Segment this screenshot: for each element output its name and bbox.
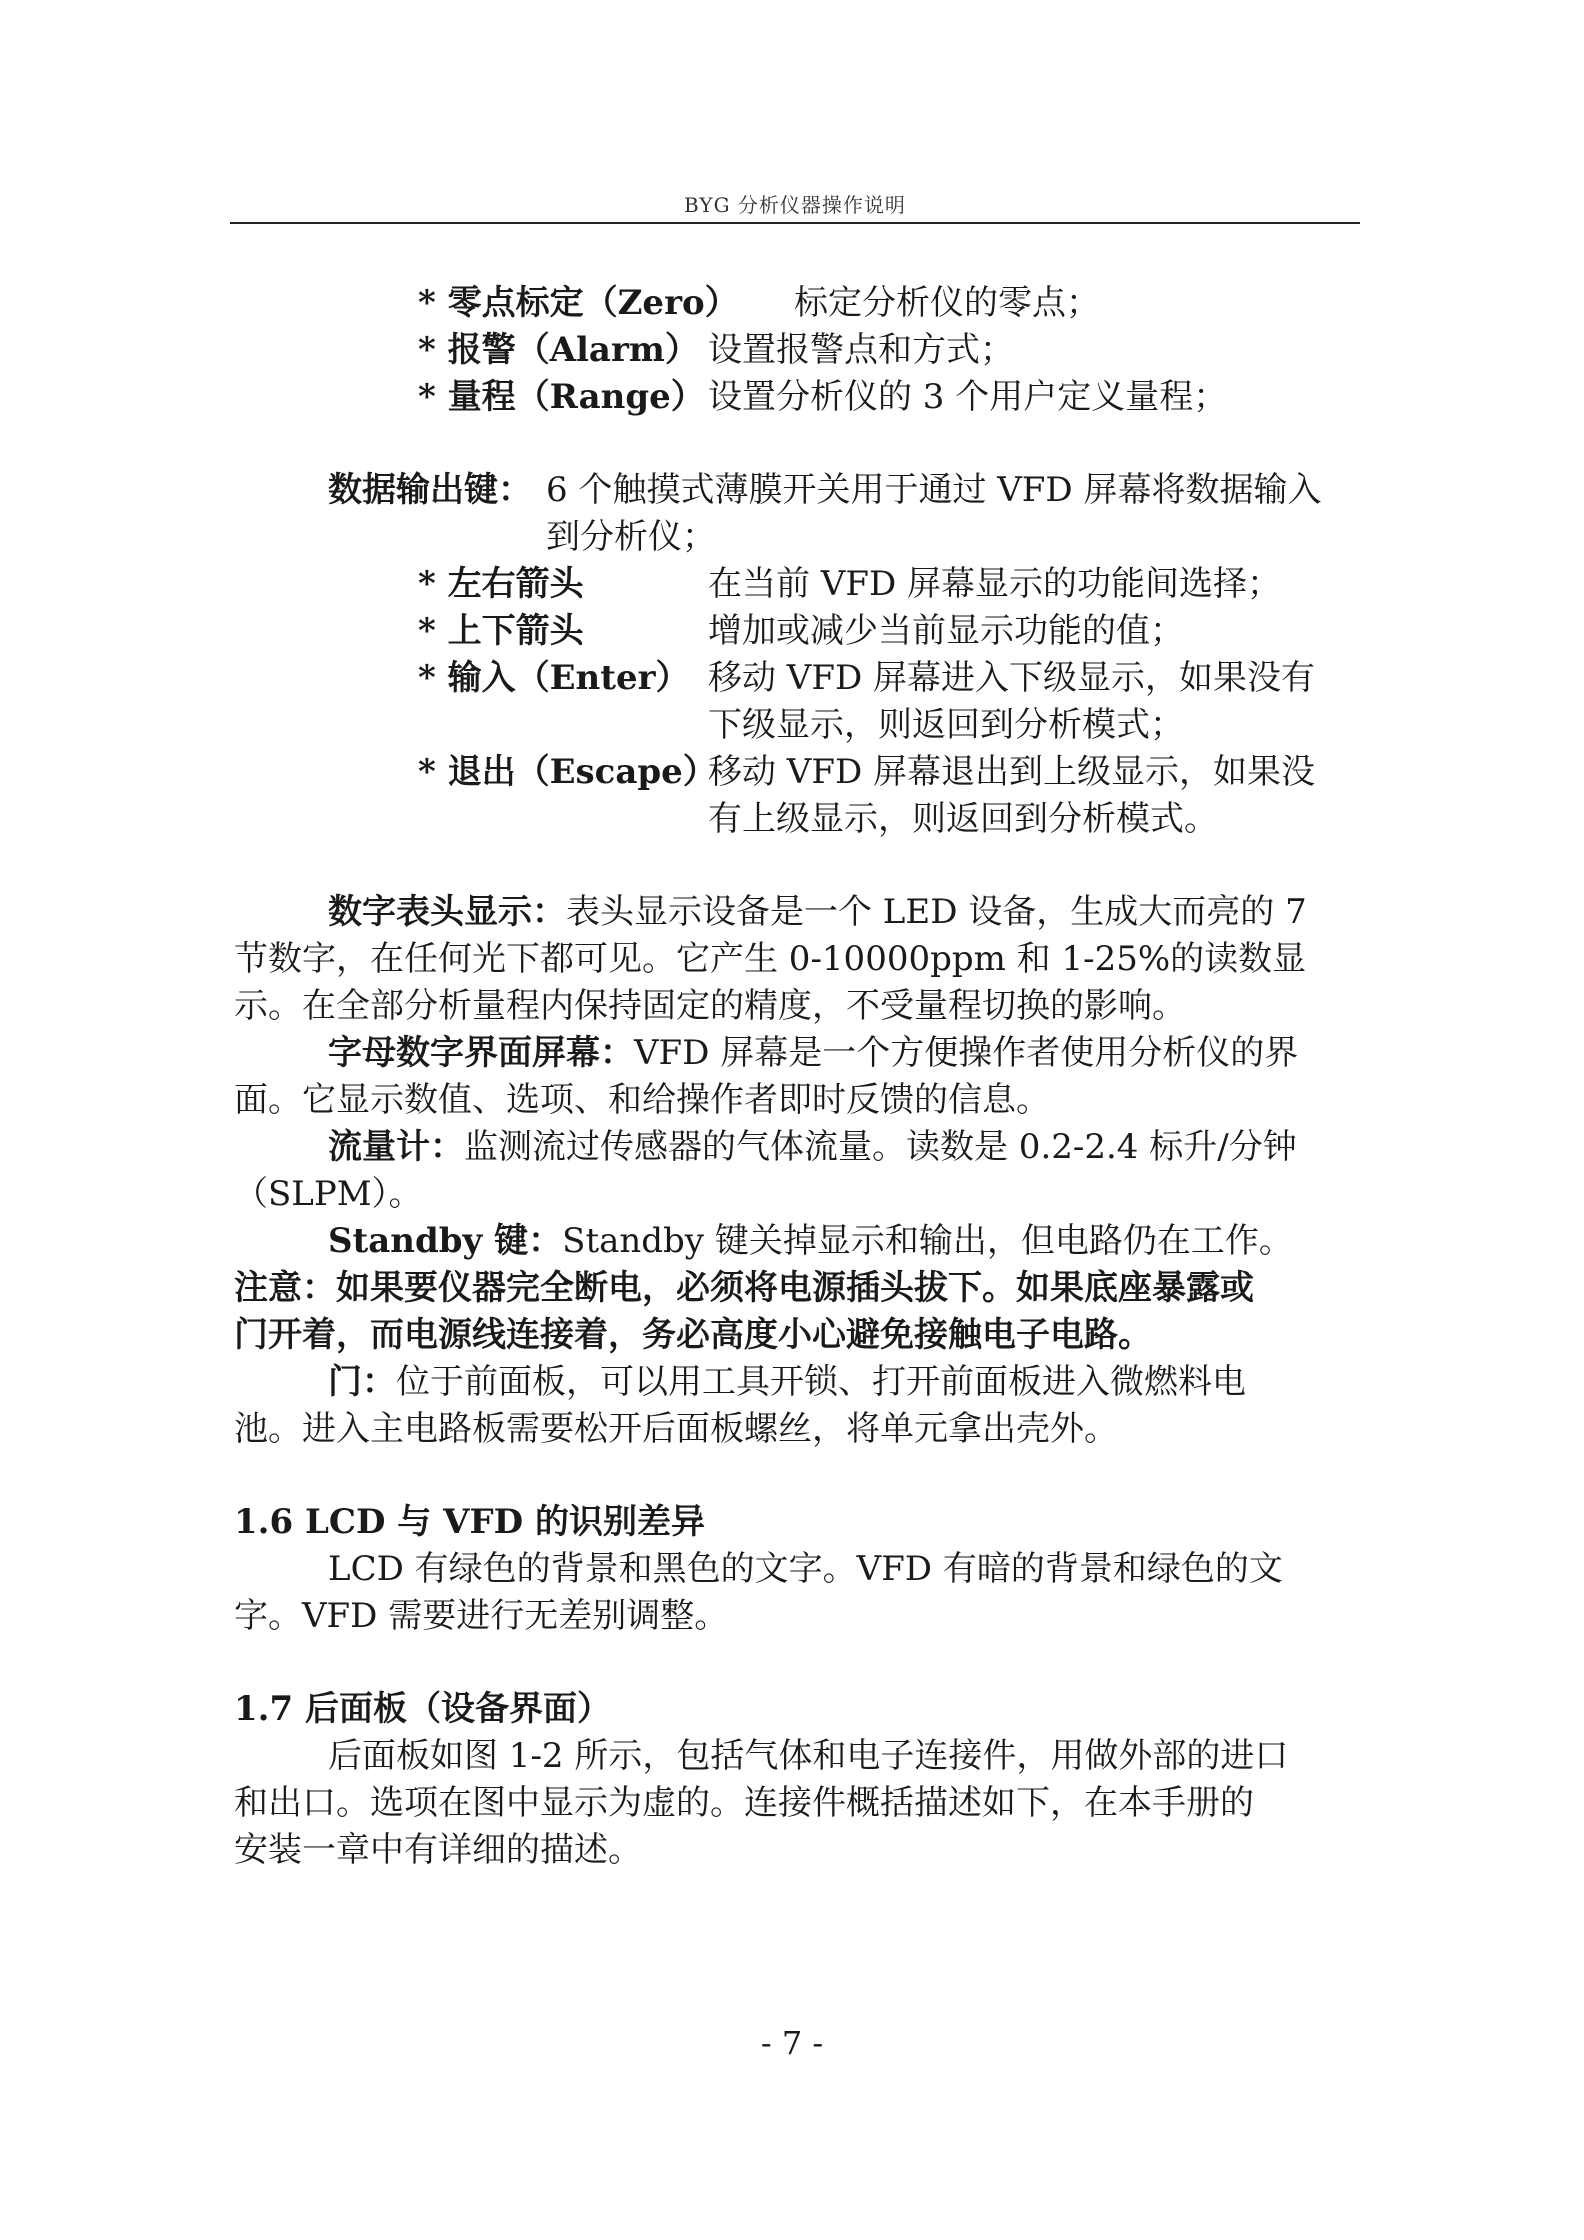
enter-key-label: * 输入（Enter） xyxy=(418,658,690,698)
data-keys-line1: 6 个触摸式薄膜开关用于通过 VFD 屏幕将数据输入 xyxy=(546,470,1322,510)
left-right-arrow-desc: 在当前 VFD 屏幕显示的功能间选择； xyxy=(708,564,1282,604)
header-rule xyxy=(230,222,1360,224)
up-down-arrow-label: * 上下箭头 xyxy=(418,611,584,651)
digital-display-para-line3: 示。在全部分析量程内保持固定的精度，不受量程切换的影响。 xyxy=(234,986,1186,1026)
section-1-7-line2: 和出口。选项在图中显示为虚的。连接件概括描述如下，在本手册的 xyxy=(234,1783,1254,1823)
section-1-6-line2: 字。VFD 需要进行无差别调整。 xyxy=(234,1596,729,1636)
section-1-7-line3: 安装一章中有详细的描述。 xyxy=(234,1830,642,1870)
digital-display-text: 表头显示设备是一个 LED 设备，生成大而亮的 7 xyxy=(566,892,1307,932)
range-key-label: * 量程（Range） xyxy=(418,377,705,417)
enter-key-desc-line1: 移动 VFD 屏幕进入下级显示，如果没有 xyxy=(708,658,1316,698)
alnum-screen-para-line2: 面。它显示数值、选项、和给操作者即时反馈的信息。 xyxy=(234,1080,1050,1120)
zero-key-label: * 零点标定（Zero） xyxy=(418,283,739,323)
flowmeter-para-line1 xyxy=(328,1124,1297,1171)
escape-key-label: * 退出（Escape） xyxy=(418,752,717,792)
enter-key-desc-line2: 下级显示，则返回到分析模式； xyxy=(708,705,1184,745)
door-para-line2: 池。进入主电路板需要松开后面板螺丝，将单元拿出壳外。 xyxy=(234,1409,1118,1449)
data-keys-term: 数据输出键： xyxy=(328,470,532,510)
range-key-desc: 设置分析仪的 3 个用户定义量程； xyxy=(708,377,1228,417)
standby-text: Standby 键关掉显示和输出，但电路仍在工作。 xyxy=(562,1221,1293,1261)
alarm-key-desc: 设置报警点和方式； xyxy=(708,330,1014,370)
warning-note-line2: 门开着，而电源线连接着，务必高度小心避免接触电子电路。 xyxy=(234,1315,1152,1355)
alnum-screen-text: VFD 屏幕是一个方便操作者使用分析仪的界 xyxy=(634,1033,1299,1073)
zero-key-desc: 标定分析仪的零点； xyxy=(794,283,1100,323)
section-1-7-heading: 1.7 后面板（设备界面） xyxy=(234,1689,611,1729)
alnum-screen-term: 字母数字界面屏幕： xyxy=(328,1033,634,1073)
flowmeter-para-line2: （SLPM）。 xyxy=(234,1174,423,1214)
warning-note-line1: 注意：如果要仪器完全断电，必须将电源插头拔下。如果底座暴露或 xyxy=(234,1268,1254,1308)
digital-display-para-line2: 节数字，在任何光下都可见。它产生 0-10000ppm 和 1-25%的读数显 xyxy=(234,939,1307,979)
door-term: 门： xyxy=(328,1362,396,1402)
alarm-key-label: * 报警（Alarm） xyxy=(418,330,699,370)
digital-display-term: 数字表头显示： xyxy=(328,892,566,932)
section-1-6-heading: 1.6 LCD 与 VFD 的识别差异 xyxy=(234,1502,705,1542)
standby-term: Standby 键： xyxy=(328,1221,563,1261)
digital-display-para-line1 xyxy=(328,889,1307,936)
running-header: BYG 分析仪器操作说明 xyxy=(684,193,906,217)
door-text: 位于前面板，可以用工具开锁、打开前面板进入微燃料电 xyxy=(396,1362,1246,1402)
section-1-6-line1: LCD 有绿色的背景和黑色的文字。VFD 有暗的背景和绿色的文 xyxy=(328,1549,1283,1589)
escape-key-desc-line2: 有上级显示，则返回到分析模式。 xyxy=(708,799,1218,839)
escape-key-desc-line1: 移动 VFD 屏幕退出到上级显示，如果没 xyxy=(708,752,1316,792)
flowmeter-text: 监测流过传感器的气体流量。读数是 0.2-2.4 标升/分钟 xyxy=(464,1127,1297,1167)
alnum-screen-para-line1 xyxy=(328,1030,1298,1077)
data-keys-line2: 到分析仪； xyxy=(546,517,716,557)
door-para-line1 xyxy=(328,1359,1246,1406)
left-right-arrow-label: * 左右箭头 xyxy=(418,564,584,604)
page-number: - 7 - xyxy=(760,2024,824,2062)
section-1-7-line1: 后面板如图 1-2 所示，包括气体和电子连接件，用做外部的进口 xyxy=(328,1736,1289,1776)
standby-para-line1 xyxy=(328,1218,1293,1265)
flowmeter-term: 流量计： xyxy=(328,1127,464,1167)
up-down-arrow-desc: 增加或减少当前显示功能的值； xyxy=(708,611,1184,651)
